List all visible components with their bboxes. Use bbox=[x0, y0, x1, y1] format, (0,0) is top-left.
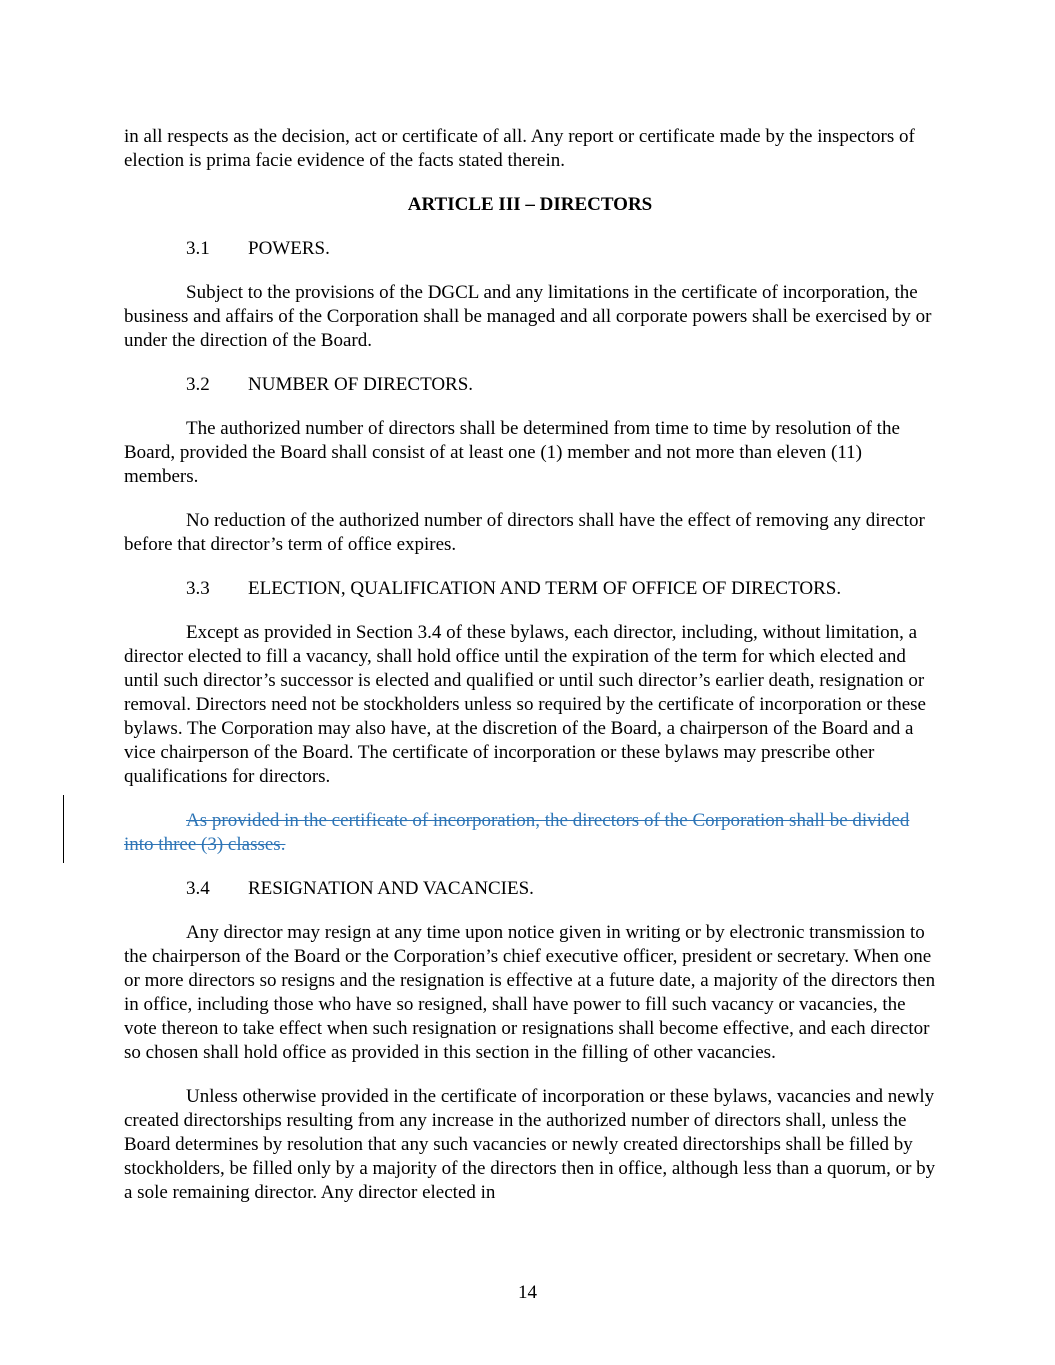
section-number: 3.3 bbox=[186, 578, 210, 599]
section-heading-3-2 bbox=[124, 373, 936, 397]
section-title: ELECTION, QUALIFICATION AND TERM OF OFFICE OF DIRECTORS. bbox=[248, 578, 842, 599]
deleted-paragraph: As provided in the certificate of incorporation, the directors of the Corporation shall be divided into three (3) classes. bbox=[124, 810, 910, 855]
article-heading: ARTICLE III – DIRECTORS bbox=[407, 194, 653, 215]
section-number: 3.1 bbox=[186, 238, 210, 259]
section-title: RESIGNATION AND VACANCIES. bbox=[248, 878, 534, 899]
section-title: POWERS. bbox=[248, 238, 330, 259]
section-heading-3-4 bbox=[124, 877, 936, 901]
body-paragraph: No reduction of the authorized number of directors shall have the effect of removing any director before that director’s term of office expires. bbox=[124, 510, 925, 555]
document-page bbox=[124, 125, 936, 1225]
section-title: NUMBER OF DIRECTORS. bbox=[248, 374, 474, 395]
body-paragraph: Except as provided in Section 3.4 of these bylaws, each director, including, without limitation, a director elected to fill a vacancy, shall hold office until the expiration of the term for which elected and until such director’s successor is elected and qualified or until such director’s earlier death, resignation or removal. Directors need not be stockholders unless so required by the certificate of incorporation or these bylaws. The Corporation may also have, at the discretion of the Board, a chairperson of the Board and a vice chairperson of the Board. The certificate of incorporation or these bylaws may prescribe other qualifications for directors. bbox=[124, 622, 926, 787]
continued-paragraph: in all respects as the decision, act or certificate of all. Any report or certificate made by the inspectors of election is prima facie evidence of the facts stated therein. bbox=[124, 126, 915, 171]
revision-change-bar bbox=[63, 795, 64, 863]
body-paragraph: The authorized number of directors shall be determined from time to time by resolution of the Board, provided the Board shall consist of at least one (1) member and not more than eleven (11) members. bbox=[124, 418, 900, 487]
page-number: 14 bbox=[518, 1282, 537, 1303]
body-paragraph: Subject to the provisions of the DGCL and any limitations in the certificate of incorporation, the business and affairs of the Corporation shall be managed and all corporate powers shall be exercised by or under the direction of the Board. bbox=[124, 282, 932, 351]
section-heading-3-1 bbox=[124, 237, 936, 261]
section-number: 3.4 bbox=[186, 878, 210, 899]
body-paragraph: Any director may resign at any time upon notice given in writing or by electronic transmission to the chairperson of the Board or the Corporation’s chief executive officer, president or secretary. When one or more directors so resigns and the resignation is effective at a future date, a majority of the directors then in office, including those who have so resigned, shall have power to fill such vacancy or vacancies, the vote thereon to take effect when such resignation or resignations shall become effective, and each director so chosen shall hold office as provided in this section in the filling of other vacancies. bbox=[124, 922, 936, 1063]
section-number: 3.2 bbox=[186, 374, 210, 395]
body-paragraph: Unless otherwise provided in the certificate of incorporation or these bylaws, vacancies and newly created directorships resulting from any increase in the authorized number of directors shall, unless the Board determines by resolution that any such vacancies or newly created directorships shall be filled by stockholders, be filled only by a majority of the directors then in office, although less than a quorum, or by a sole remaining director. Any director elected in bbox=[124, 1086, 936, 1203]
section-heading-3-3 bbox=[124, 577, 936, 601]
